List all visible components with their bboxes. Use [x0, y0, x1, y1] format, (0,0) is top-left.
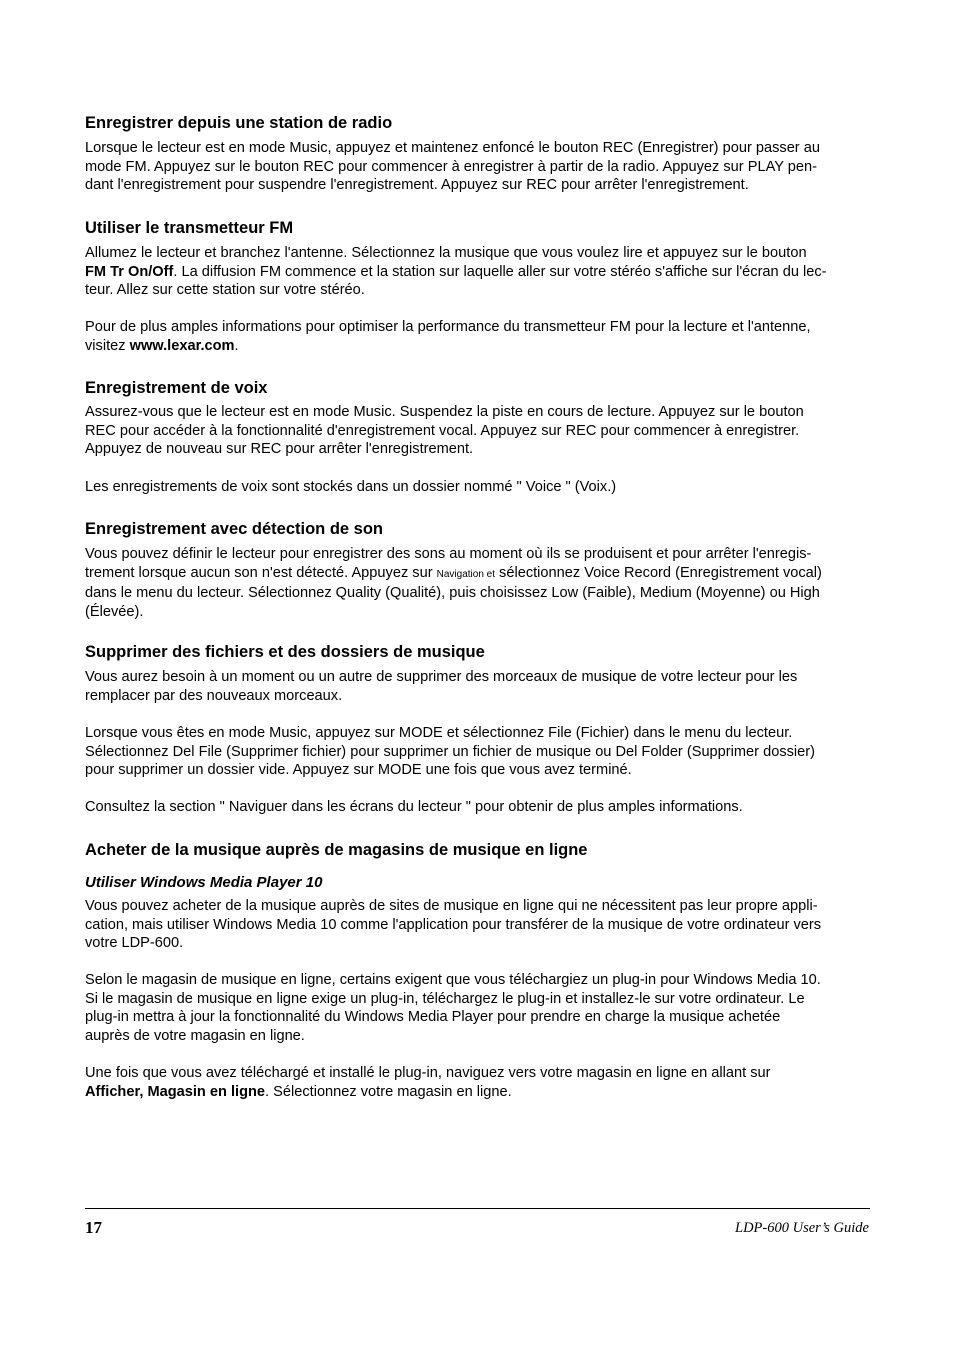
- heading-voice: Enregistrement de voix: [85, 379, 268, 397]
- paragraph-voice-1: Assurez-vous que le lecteur est en mode Music. Suspendez la piste en cours de lecture. Appuyez sur le bouton REC pour accéder à la fonctionnalité d'enregistrement vocal. Appuyez sur REC pour commencer à enregistrer. Appuyez de nouveau sur REC pour arrêter l'enregistrement.: [85, 404, 804, 458]
- heading-radio: Enregistrer depuis une station de radio: [85, 114, 393, 132]
- guide-title: LDP-600 User’s Guide: [735, 1220, 869, 1236]
- heading-fm: Utiliser le transmetteur FM: [85, 219, 294, 237]
- paragraph-buy-2: Selon le magasin de musique en ligne, certains exigent que vous téléchargiez un plug-in pour Windows Media 10. Si le magasin de musique en ligne exige un plug-in, téléchargez le plug-in et installez-le sur votre ordinateur. Le plug-in mettra à jour la fonctionnalité du Windows Media Player pour prendre en charge la musique achetée auprès de votre magasin en ligne.: [85, 972, 821, 1045]
- paragraph-voice-2: Les enregistrements de voix sont stockés dans un dossier nommé " Voice " (Voix.): [85, 479, 617, 495]
- paragraph-buy-3: Une fois que vous avez téléchargé et installé le plug-in, naviguez vers votre magasin en ligne en allant sur Afficher, Magasin en ligne. Sélectionnez votre magasin en ligne.: [85, 1065, 771, 1100]
- lexar-link: www.lexar.com: [129, 337, 235, 354]
- subheading-wmp: Utiliser Windows Media Player 10: [85, 874, 323, 891]
- paragraph-delete-1: Vous aurez besoin à un moment ou un autre de supprimer des morceaux de musique de votre lecteur pour les remplacer par des nouveaux morceaux.: [85, 669, 798, 704]
- heading-sound: Enregistrement avec détection de son: [85, 520, 384, 538]
- paragraph-buy-1: Vous pouvez acheter de la musique auprès de sites de musique en ligne qui ne nécessitent pas leur propre appli- cation, mais utiliser Windows Media 10 comme l'application pour transférer de la musique de votre ordinateur vers votre LDP-600.: [85, 898, 822, 952]
- fm-button-name: FM Tr On/Off: [85, 263, 174, 280]
- page-number: 17: [85, 1218, 102, 1237]
- footer-rule: [85, 1208, 870, 1209]
- navigation-small-text: Navigation et: [436, 568, 495, 580]
- paragraph-radio: Lorsque le lecteur est en mode Music, appuyez et maintenez enfoncé le bouton REC (Enregistrer) pour passer au mode FM. Appuyez sur le bouton REC pour commencer à enregistrer à partir de la radio. Appuyez sur PLAY pen- dant l'enregistrement pour suspendre l'enregistrement. Appuyez sur REC pour arrêter l'enregistrement.: [85, 140, 820, 194]
- paragraph-sound: Vous pouvez définir le lecteur pour enregistrer des sons au moment où ils se produisent et pour arrêter l'enregis- trement lorsque aucun son n'est détecté. Appuyez sur Navigation et sélectionnez Voice Record (Enregistrement vocal) dans le menu du lecteur. Sélectionnez Quality (Qualité), puis choisissez Low (Faible), Medium (Moyenne) ou High (Élevée).: [85, 546, 822, 621]
- heading-delete: Supprimer des fichiers et des dossiers de musique: [85, 643, 485, 661]
- paragraph-delete-3: Consultez la section " Naviguer dans les écrans du lecteur " pour obtenir de plus amples informations.: [85, 799, 743, 815]
- heading-buy: Acheter de la musique auprès de magasins de musique en ligne: [85, 841, 588, 859]
- menu-path: Afficher, Magasin en ligne: [85, 1083, 266, 1100]
- paragraph-fm-1: Allumez le lecteur et branchez l'antenne. Sélectionnez la musique que vous voulez lire et appuyez sur le bouton FM Tr On/Off. La diffusion FM commence et la station sur laquelle aller sur votre stéréo s'affiche sur l'écran du lec- teur. Allez sur cette station sur votre stéréo.: [85, 245, 827, 299]
- paragraph-fm-2: Pour de plus amples informations pour optimiser la performance du transmetteur FM pour la lecture et l'antenne, visitez www.lexar.com.: [85, 319, 811, 354]
- paragraph-delete-2: Lorsque vous êtes en mode Music, appuyez sur MODE et sélectionnez File (Fichier) dans le menu du lecteur. Sélectionnez Del File (Supprimer fichier) pour supprimer un fichier de musique ou Del Folder (Supprimer dossier) pour supprimer un dossier vide. Appuyez sur MODE une fois que vous avez terminé.: [85, 725, 815, 779]
